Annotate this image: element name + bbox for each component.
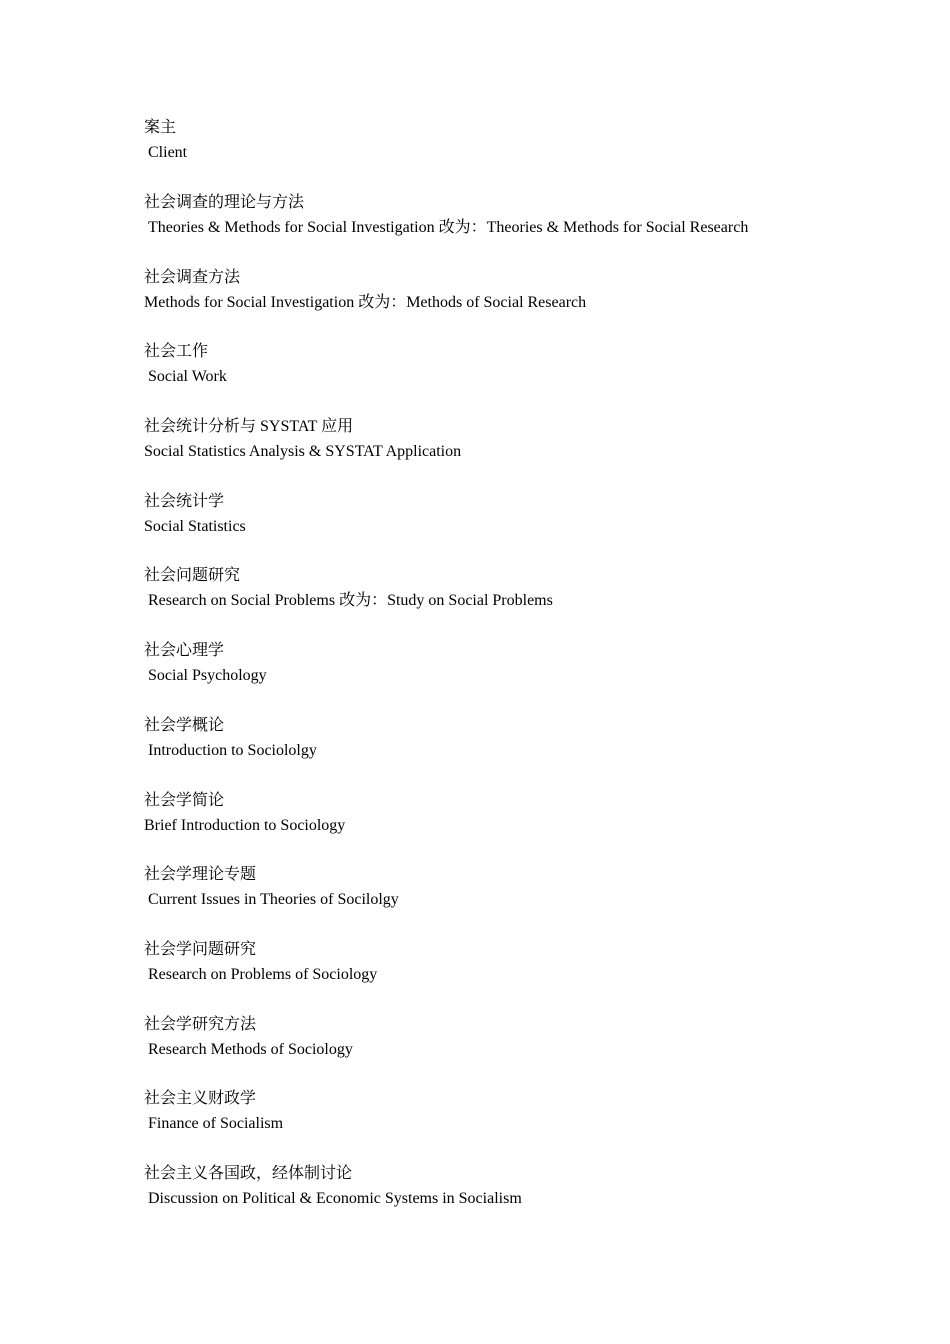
english-term: Finance of Socialism (148, 1115, 284, 1132)
glossary-entry (144, 566, 904, 611)
glossary-entry (144, 1089, 904, 1134)
english-term: Introduction to Sociololgy (148, 742, 317, 759)
glossary-entry (144, 193, 904, 238)
chinese-term: 社会学概论 (144, 717, 225, 734)
chinese-term: 社会调查的理论与方法 (144, 194, 305, 211)
glossary-entry (144, 716, 904, 761)
glossary-entry (144, 1015, 904, 1060)
english-term: Social Psychology (148, 667, 267, 684)
chinese-term: 社会统计学 (144, 493, 225, 510)
chinese-term: 社会心理学 (144, 642, 225, 659)
glossary-entry (144, 791, 904, 836)
glossary-entry (144, 641, 904, 686)
english-term: Social Statistics Analysis & SYSTAT Application (144, 443, 462, 460)
glossary-entry (144, 342, 904, 387)
glossary-entry (144, 492, 904, 537)
chinese-term: 社会调查方法 (144, 269, 241, 286)
glossary-entry (144, 417, 904, 462)
chinese-term: 社会工作 (144, 343, 209, 360)
glossary-entry (144, 940, 904, 985)
chinese-term: 社会问题研究 (144, 567, 241, 584)
english-term: Client (148, 144, 188, 161)
english-term: Methods for Social Investigation 改为：Methods of Social Research (144, 294, 587, 311)
english-term: Discussion on Political & Economic Systems in Socialism (148, 1190, 522, 1207)
chinese-term: 社会主义财政学 (144, 1090, 257, 1107)
chinese-term: 社会学问题研究 (144, 941, 257, 958)
chinese-term: 社会统计分析与 SYSTAT 应用 (144, 418, 354, 435)
english-term: Research on Social Problems 改为：Study on Social Problems (148, 592, 553, 609)
english-term: Brief Introduction to Sociology (144, 817, 346, 834)
glossary-entry (144, 1164, 904, 1209)
glossary-entry (144, 268, 904, 313)
chinese-term: 社会学简论 (144, 792, 225, 809)
english-term: Research on Problems of Sociology (148, 966, 378, 983)
glossary-entry (144, 865, 904, 910)
english-term: Current Issues in Theories of Socilolgy (148, 891, 399, 908)
chinese-term: 社会学研究方法 (144, 1016, 257, 1033)
english-term: Social Work (148, 368, 227, 385)
chinese-term: 社会学理论专题 (144, 866, 257, 883)
chinese-term: 社会主义各国政，经体制讨论 (144, 1165, 353, 1182)
chinese-term: 案主 (144, 119, 177, 136)
english-term: Social Statistics (144, 518, 246, 535)
english-term: Research Methods of Sociology (148, 1041, 353, 1058)
glossary-entry (144, 118, 904, 163)
english-term: Theories & Methods for Social Investigation 改为：Theories & Methods for Social Research (148, 219, 749, 236)
